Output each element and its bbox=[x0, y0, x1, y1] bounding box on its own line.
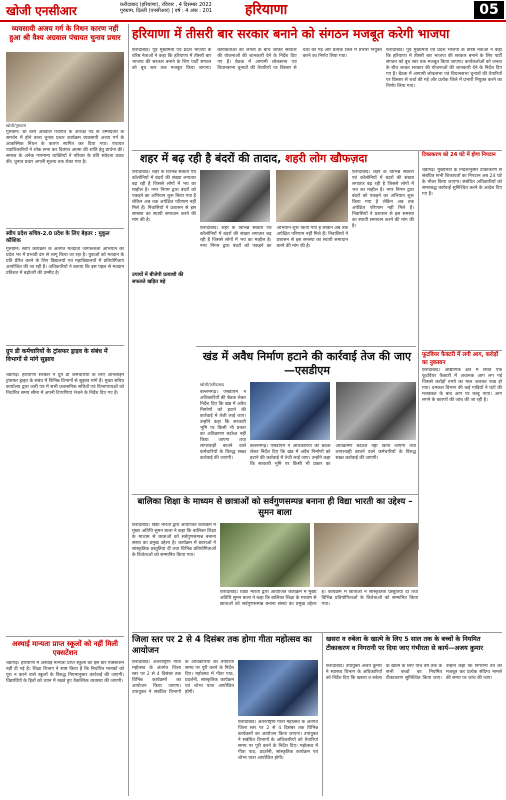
newspaper-logo: खोजी एनसीआर bbox=[6, 4, 77, 18]
monkeys-headline bbox=[140, 152, 430, 166]
lead-body-continued: फ़रीदाबाद। पूर्व मुख्यमंत्री एवं प्रदेश भाजपा के वरिष्ठ नेताओं ने कहा कि हरियाणा में तीसरी बार भाजपा की सरकार बनाने के लिए पार्टी संगठन को बूथ स्तर तक मजबूत किया जाएगा। कार्यकर्ताओं को जनता के बीच जाकर सरकार की योजनाओं की जानकारी देने के निर्देश दिए गए हैं। बैठक में आगामी लोकसभा एवं विधानसभा चुनावों की तैयारियों पर विस्तार से चर्चा की गई और प्रत्येक जिले में प्रभारी नियुक्त करने का निर्णय लिया गया। bbox=[386, 48, 502, 89]
sdm-dateline: खोजी/फ़रीदाबाद bbox=[200, 382, 225, 387]
sdm-body: बल्लभगढ़। एसडीएम ने अधिकारियों की बैठक लेकर निर्देश दिए कि खंड में अवैध निर्माणों को हटाने की कार्रवाई में तेजी लाई जाए। उन्होंने कहा कि सरकारी भूमि पर किसी भी प्रकार का अतिक्रमण बर्दाश्त नहीं किया जाएगा तथा लापरवाही बरतने वाले कर्मचारियों के विरुद्ध सख्त कार्रवाई की जाएगी। bbox=[200, 390, 246, 461]
sdm-photo-1 bbox=[250, 382, 330, 440]
section-title: हरियाणा bbox=[245, 2, 288, 18]
left-bottom-body: चंडीगढ़। हरियाणा में अस्थाई मान्यता प्राप्त स्कूलों को इस बार एक्सटेंशन नहीं दी गई है। शिक्षा विभाग ने स्पष्ट किया है कि निर्धारित मानकों को पूरा न करने वाले स्कूलों के विरुद्ध नियमानुसार कार्रवाई की जाएगी। विद्यार्थियों के हितों को ध्यान में रखते हुए वैकल्पिक व्यवस्था की जाएगी। bbox=[6, 661, 124, 684]
vaccine-body: फ़रीदाबाद। उपायुक्त अजय कुमार ने स्वास्थ्य विभाग के अधिकारियों को निर्देश दिए कि खसरा व रुबेला के खात्मे के लिए पांच वर्ष तक के सभी बच्चों का नियमित टीकाकरण सुनिश्चित किया जाए। उन्होंने कहा कि निगरानी तंत्र को मजबूत कर प्रत्येक संदिग्ध मामले की समय पर जांच की जाए। bbox=[326, 664, 502, 681]
side-note-headline: टिकाकरण को 24 घंटे में होगा निपटान bbox=[422, 152, 496, 158]
girls-edu-photo-1 bbox=[220, 523, 310, 587]
girls-edu-headline: बालिका शिक्षा के माध्यम से छात्राओं को सर्वगुणसम्पन्न बनाना ही विद्या भारती का उद्देश्य – सुमन बाला bbox=[137, 497, 413, 518]
right-mid-headline: फूटवियर फैक्टरी में लगी आग, करोड़ों का नुकसान bbox=[422, 352, 499, 366]
left-top-body: गुरुग्राम। श्री वैश्य अग्रवाल पंचायत के अध्यक्ष पद के उम्मीदवार के समर्थन में होने वाला चुनाव प्रचार कार्यक्रम व्यवसायी अजय गर्ग के आकस्मिक निधन के कारण स्थगित कर दिया गया। पंचायत पदाधिकारियों ने शोक सभा कर दिवंगत आत्मा की शांति हेतु प्रार्थना की। समाज के अनेक गणमान्य व्यक्तियों ने परिवार के प्रति संवेदना प्रकट की। चुनाव प्रचार अगली सूचना तक रोका गया है। bbox=[6, 130, 124, 165]
page-number: 05 bbox=[474, 1, 504, 19]
monkeys-photo-1 bbox=[200, 170, 270, 222]
monkeys-body-col: फ़रीदाबाद। शहर के विभिन्न सेक्टरों एवं कॉलोनियों में बंदरों की संख्या लगातार बढ़ रही है जिससे लोगों में भय का माहौल है। नगर निगम द्वारा बंदरों को पकड़ने का अभियान शुरू किया गया है लेकिन अब तक अपेक्षित परिणाम नहीं मिले हैं। निवासियों ने प्रशासन से इस समस्या का स्थायी समाधान करने की मांग की है। bbox=[352, 170, 414, 229]
column-rule bbox=[128, 24, 129, 796]
left-top-caption: खोजी/गुरुग्राम bbox=[6, 123, 26, 128]
right-mid-body: फ़रीदाबाद। औद्योगिक क्षेत्र में स्थित एक फूटवियर फैक्टरी में अचानक आग लग गई जिससे करोड़ों रुपये का माल जलकर राख हो गया। दमकल विभाग की कई गाड़ियों ने घंटों की मशक्कत के बाद आग पर काबू पाया। आग लगने के कारणों की जांच की जा रही है। bbox=[422, 368, 502, 403]
left-mid-headline: स्वीप प्रदेश सचिव-2.0 प्रदेश के लिए बेहतर : मुकुल कौशिक bbox=[6, 231, 110, 244]
column-rule bbox=[322, 632, 323, 796]
sdm-photo-2 bbox=[336, 382, 416, 440]
sdm-headline: खंड में अवैध निर्माण हटाने की कार्रवाई तेज की जाए—एसडीएम bbox=[202, 350, 412, 377]
divider bbox=[132, 494, 418, 495]
monkeys-headline-red: शहरी लोग खौफज़दा bbox=[285, 152, 368, 165]
monkeys-headline-black: शहर में बढ़ रही है बंदरों की तादाद, bbox=[140, 152, 282, 165]
divider bbox=[132, 632, 502, 633]
left-mid-body: गुरुग्राम। स्वीप कार्यक्रम के अंतर्गत मतदाता जागरूकता अभियान को प्रदेश भर में प्रभावी ढंग से लागू किया जा रहा है। युवाओं को मतदान के प्रति प्रेरित करने के लिए विद्यालयों एवं महाविद्यालयों में प्रतियोगिताएं आयोजित की जा रही हैं। अधिकारियों ने बताया कि इस पहल से मतदान प्रतिशत में बढ़ोतरी की उम्मीद है। bbox=[6, 247, 124, 276]
issue-info bbox=[120, 2, 230, 14]
girls-edu-body-continued: फ़रीदाबाद। विद्या भारती द्वारा आयोजित कार्यक्रम में मुख्य अतिथि सुमन बाला ने कहा कि बालिका शिक्षा के माध्यम से छात्राओं को सर्वगुणसम्पन्न बनाना संस्था का प्रमुख उद्देश्य है। कार्यक्रम में छात्राओं ने सांस्कृतिक प्रस्तुतियां दीं तथा विभिन्न प्रतियोगिताओं के विजेताओं को सम्मानित किया गया। bbox=[220, 590, 418, 607]
vaccine-headline: खसरा व रुबेला के खात्मे के लिए 5 साल तक के बच्चों के नियमित टीकाकरण व निगरानी पर दिया जाए गंभीरता से कार्य—अजय कुमार bbox=[326, 635, 483, 652]
left-bottom-headline: अस्थाई मान्यता प्राप्त स्कूलों को नहीं मिली एक्सटेंशन bbox=[12, 640, 118, 657]
lead-body: फ़रीदाबाद। पूर्व मुख्यमंत्री एवं प्रदेश भाजपा के वरिष्ठ नेताओं ने कहा कि हरियाणा में तीसरी बार भाजपा की सरकार बनाने के लिए पार्टी संगठन को बूथ स्तर तक मजबूत किया जाएगा। कार्यकर्ताओं को जनता के बीच जाकर सरकार की योजनाओं की जानकारी देने के निर्देश दिए गए हैं। बैठक में आगामी लोकसभा एवं विधानसभा चुनावों की तैयारियों पर विस्तार से चर्चा की गई और प्रत्येक जिले में प्रभारी नियुक्त करने का निर्णय लिया गया। bbox=[132, 48, 382, 71]
divider bbox=[6, 228, 124, 229]
gita-photo bbox=[238, 660, 318, 716]
monkeys-photo-2 bbox=[276, 170, 348, 222]
column-rule bbox=[418, 150, 419, 550]
gita-body: फ़रीदाबाद। अंतरराष्ट्रीय गीता महोत्सव के अंतर्गत जिला स्तर पर 2 से 4 दिसंबर तक विभिन्न कार्यक्रमों का आयोजन किया जाएगा। उपायुक्त ने संबंधित विभागों के अधिकारियों को तैयारियां समय पर पूरी करने के निर्देश दिए। महोत्सव में गीता पाठ, प्रदर्शनी, सांस्कृतिक कार्यक्रम एवं शोभा यात्रा आयोजित होगी। bbox=[132, 660, 234, 695]
left-low-body: चंडीगढ़। हरियाणा सरकार ने ग्रुप डी कर्मचारियों के लिए ऑनलाइन ट्रांसफर ड्राइव के संबंध में विभिन्न विभागों से सुझाव मांगे हैं। मुख्य सचिव कार्यालय द्वारा जारी पत्र में सभी प्रशासनिक सचिवों एवं विभागाध्यक्षों को निर्धारित समय सीमा में अपनी टिप्पणियां भेजने के निर्देश दिए गए हैं। bbox=[6, 373, 124, 396]
monkeys-body-continued: फ़रीदाबाद। शहर के विभिन्न सेक्टरों एवं कॉलोनियों में बंदरों की संख्या लगातार बढ़ रही है जिससे लोगों में भय का माहौल है। नगर निगम द्वारा बंदरों को पकड़ने का अभियान शुरू किया गया है लेकिन अब तक अपेक्षित परिणाम नहीं मिले हैं। निवासियों ने प्रशासन से इस समस्या का स्थायी समाधान करने की मांग की है। bbox=[200, 226, 348, 249]
divider bbox=[132, 150, 502, 151]
ngo-headline: उपायों में बीजेपी प्रत्याशी की सफलते खड़ित बहे bbox=[132, 272, 184, 285]
meeting-photo bbox=[6, 52, 124, 122]
girls-edu-photo-2 bbox=[314, 523, 418, 587]
left-top-headline: व्यवसायी अजय गर्ग के निधन कारण नहीं हुआ श्री वैश्य अग्रवाल पंचायत चुनाव प्रचार bbox=[9, 24, 121, 42]
divider bbox=[6, 636, 124, 637]
sdm-body-continued: बल्लभगढ़। एसडीएम ने अधिकारियों की बैठक लेकर निर्देश दिए कि खंड में अवैध निर्माणों को हटाने की कार्रवाई में तेजी लाई जाए। उन्होंने कहा कि सरकारी भूमि पर किसी भी प्रकार का अतिक्रमण बर्दाश्त नहीं किया जाएगा तथा लापरवाही बरतने वाले कर्मचारियों के विरुद्ध सख्त कार्रवाई की जाएगी। bbox=[250, 444, 416, 467]
girls-edu-body: फ़रीदाबाद। विद्या भारती द्वारा आयोजित कार्यक्रम में मुख्य अतिथि सुमन बाला ने कहा कि बालिका शिक्षा के माध्यम से छात्राओं को सर्वगुणसम्पन्न बनाना संस्था का प्रमुख उद्देश्य है। कार्यक्रम में छात्राओं ने सांस्कृतिक प्रस्तुतियां दीं तथा विभिन्न प्रतियोगिताओं के विजेताओं को सम्मानित किया गया। bbox=[132, 523, 216, 558]
gita-body-continued: फ़रीदाबाद। अंतरराष्ट्रीय गीता महोत्सव के अंतर्गत जिला स्तर पर 2 से 4 दिसंबर तक विभिन्न कार्यक्रमों का आयोजन किया जाएगा। उपायुक्त ने संबंधित विभागों के अधिकारियों को तैयारियां समय पर पूरी करने के निर्देश दिए। महोत्सव में गीता पाठ, प्रदर्शनी, सांस्कृतिक कार्यक्रम एवं शोभा यात्रा आयोजित होगी। bbox=[238, 720, 318, 761]
gita-headline: जिला स्तर पर 2 से 4 दिसंबर तक होगा गीता महोत्सव का आयोजन bbox=[132, 635, 312, 656]
issue-line-2: गुरुग्राम, दिल्ली (एनसीआर) | वर्ष : 4 अंक : 201 bbox=[120, 8, 213, 14]
divider bbox=[196, 346, 416, 347]
divider bbox=[422, 350, 502, 351]
divider bbox=[6, 345, 124, 346]
lead-headline: हरियाणा में तीसरी बार सरकार बनाने को संगठन मजबूत करेगी भाजपा bbox=[132, 26, 450, 41]
issue-line-1: फ़रीदाबाद (हरियाणा), रविवार , 4 दिसम्बर 2022 bbox=[120, 2, 212, 8]
left-low-headline: ग्रुप डी कर्मचारियों के ट्रांसफर ड्राइव के संबंध में विभागों से मांगे सुझाव bbox=[6, 348, 108, 363]
monkeys-body: फ़रीदाबाद। शहर के विभिन्न सेक्टरों एवं कॉलोनियों में बंदरों की संख्या लगातार बढ़ रही है जिससे लोगों में भय का माहौल है। नगर निगम द्वारा बंदरों को पकड़ने का अभियान शुरू किया गया है लेकिन अब तक अपेक्षित परिणाम नहीं मिले हैं। निवासियों ने प्रशासन से इस समस्या का स्थायी समाधान करने की मांग की है। bbox=[132, 170, 196, 223]
side-note-body: चंडीगढ़। मुख्यमंत्री के निर्देशानुसार टीकाकरण से संबंधित सभी शिकायतों का निपटान अब 24 घंटे के भीतर किया जाएगा। संबंधित अधिकारियों को समयबद्ध कार्रवाई सुनिश्चित करने के आदेश दिए गए हैं। bbox=[422, 168, 502, 197]
